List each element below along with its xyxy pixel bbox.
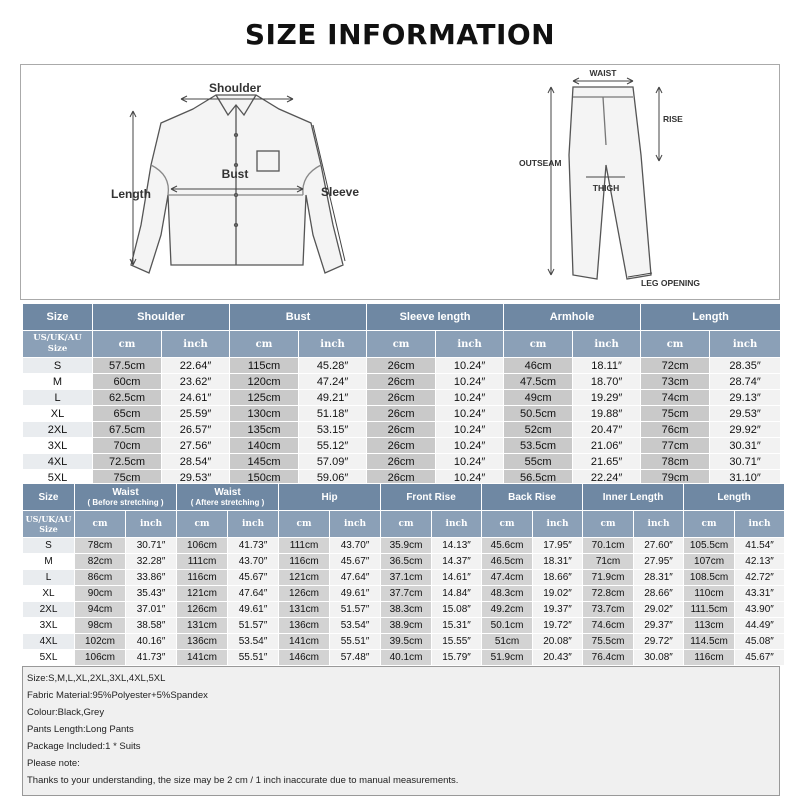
unit-cm: cm: [230, 331, 299, 358]
rise-label: RISE: [663, 114, 683, 124]
cm-value-cell: 72.8cm: [583, 586, 634, 602]
inch-value-cell: 21.06″: [573, 438, 641, 454]
table-row: [23, 454, 781, 470]
inch-value-cell: 43.90″: [735, 602, 785, 618]
inch-value-cell: 17.95″: [533, 538, 583, 554]
inch-value-cell: 20.08″: [533, 634, 583, 650]
cm-value-cell: 106cm: [177, 538, 228, 554]
armhole-header: Armhole: [504, 304, 641, 331]
cm-value-cell: 46cm: [504, 358, 573, 374]
size-subheader: US/UK/AU Size: [23, 331, 93, 358]
inch-value-cell: 45.67″: [228, 570, 279, 586]
cm-value-cell: 67.5cm: [93, 422, 162, 438]
cm-value-cell: 26cm: [367, 438, 436, 454]
cm-value-cell: 75.5cm: [583, 634, 634, 650]
unit-inch: inch: [710, 331, 781, 358]
inch-value-cell: 10.24″: [436, 390, 504, 406]
cm-value-cell: 26cm: [367, 406, 436, 422]
unit-cm: cm: [504, 331, 573, 358]
cm-value-cell: 38.3cm: [381, 602, 432, 618]
cm-value-cell: 26cm: [367, 390, 436, 406]
cm-value-cell: 26cm: [367, 358, 436, 374]
cm-value-cell: 53.5cm: [504, 438, 573, 454]
inch-value-cell: 19.72″: [533, 618, 583, 634]
inch-value-cell: 10.24″: [436, 454, 504, 470]
unit-inch: inch: [436, 331, 504, 358]
cm-value-cell: 110cm: [684, 586, 735, 602]
table-row: [23, 570, 785, 586]
size-cell: S: [23, 538, 75, 554]
table-row: [23, 374, 781, 390]
inch-value-cell: 30.71″: [126, 538, 177, 554]
unit-cm: cm: [381, 511, 432, 538]
inch-value-cell: 41.73″: [126, 650, 177, 666]
unit-inch: inch: [299, 331, 367, 358]
bottom-table-body: [23, 538, 785, 666]
cm-value-cell: 62.5cm: [93, 390, 162, 406]
inch-value-cell: 10.24″: [436, 406, 504, 422]
cm-value-cell: 70.1cm: [583, 538, 634, 554]
inch-value-cell: 20.43″: [533, 650, 583, 666]
table-row: [23, 586, 785, 602]
cm-value-cell: 47.4cm: [482, 570, 533, 586]
inch-value-cell: 35.43″: [126, 586, 177, 602]
cm-value-cell: 56.5cm: [504, 470, 573, 486]
table-row: [23, 390, 781, 406]
inch-value-cell: 14.61″: [432, 570, 482, 586]
cm-value-cell: 98cm: [75, 618, 126, 634]
cm-value-cell: 150cm: [230, 470, 299, 486]
inch-value-cell: 23.62″: [162, 374, 230, 390]
cm-value-cell: 49cm: [504, 390, 573, 406]
cm-value-cell: 36.5cm: [381, 554, 432, 570]
inch-value-cell: 27.95″: [634, 554, 684, 570]
inch-value-cell: 30.08″: [634, 650, 684, 666]
inch-value-cell: 43.70″: [330, 538, 381, 554]
cm-value-cell: 35.9cm: [381, 538, 432, 554]
inch-value-cell: 45.28″: [299, 358, 367, 374]
cm-value-cell: 116cm: [279, 554, 330, 570]
cm-value-cell: 105.5cm: [684, 538, 735, 554]
cm-value-cell: 116cm: [177, 570, 228, 586]
inch-value-cell: 14.13″: [432, 538, 482, 554]
hip-header: Hip: [279, 484, 381, 511]
waist-after-header: [177, 484, 279, 511]
cm-value-cell: 136cm: [177, 634, 228, 650]
unit-inch: inch: [228, 511, 279, 538]
inch-value-cell: 10.24″: [436, 374, 504, 390]
inch-value-cell: 29.92″: [710, 422, 781, 438]
leg-opening-label: LEG OPENING: [641, 278, 701, 288]
unit-cm: cm: [367, 331, 436, 358]
cm-value-cell: 106cm: [75, 650, 126, 666]
size-cell: 3XL: [23, 438, 93, 454]
size-cell: 4XL: [23, 454, 93, 470]
size-cell: 5XL: [23, 470, 93, 486]
size-subheader: US/UK/AU Size: [23, 511, 75, 538]
inch-value-cell: 51.57″: [330, 602, 381, 618]
cm-value-cell: 126cm: [177, 602, 228, 618]
bust-label: Bust: [221, 167, 249, 181]
cm-value-cell: 37.7cm: [381, 586, 432, 602]
cm-value-cell: 107cm: [684, 554, 735, 570]
cm-value-cell: 126cm: [279, 586, 330, 602]
cm-value-cell: 120cm: [230, 374, 299, 390]
bottom-size-table: [22, 483, 785, 666]
cm-value-cell: 74.6cm: [583, 618, 634, 634]
cm-value-cell: 131cm: [177, 618, 228, 634]
cm-value-cell: 51cm: [482, 634, 533, 650]
cm-value-cell: 50.5cm: [504, 406, 573, 422]
inch-value-cell: 29.53″: [162, 470, 230, 486]
table-row: [23, 358, 781, 374]
cm-value-cell: 71.9cm: [583, 570, 634, 586]
inch-value-cell: 18.31″: [533, 554, 583, 570]
inch-value-cell: 10.24″: [436, 470, 504, 486]
note-line: Pants Length:Long Pants: [27, 724, 134, 735]
shoulder-label: Shoulder: [208, 81, 262, 95]
cm-value-cell: 102cm: [75, 634, 126, 650]
size-cell: XL: [23, 406, 93, 422]
inch-value-cell: 15.08″: [432, 602, 482, 618]
cm-value-cell: 45.6cm: [482, 538, 533, 554]
waist-after-note: ( Aftere stretching ): [190, 497, 265, 507]
inch-value-cell: 15.79″: [432, 650, 482, 666]
inch-value-cell: 42.72″: [735, 570, 785, 586]
inch-value-cell: 31.10″: [710, 470, 781, 486]
unit-cm: cm: [482, 511, 533, 538]
cm-value-cell: 130cm: [230, 406, 299, 422]
inch-value-cell: 47.24″: [299, 374, 367, 390]
cm-value-cell: 115cm: [230, 358, 299, 374]
size-cell: XL: [23, 586, 75, 602]
inch-value-cell: 30.31″: [710, 438, 781, 454]
cm-value-cell: 51.9cm: [482, 650, 533, 666]
unit-cm: cm: [583, 511, 634, 538]
size-cell: M: [23, 554, 75, 570]
cm-value-cell: 121cm: [279, 570, 330, 586]
inch-value-cell: 28.74″: [710, 374, 781, 390]
cm-value-cell: 94cm: [75, 602, 126, 618]
unit-cm: cm: [279, 511, 330, 538]
inch-value-cell: 38.58″: [126, 618, 177, 634]
sleeve-label: Sleeve: [321, 185, 360, 199]
inch-value-cell: 10.24″: [436, 438, 504, 454]
table-row: [23, 634, 785, 650]
inch-value-cell: 19.37″: [533, 602, 583, 618]
inch-value-cell: 19.29″: [573, 390, 641, 406]
inch-value-cell: 10.24″: [436, 422, 504, 438]
outseam-label: OUTSEAM: [519, 158, 562, 168]
inch-value-cell: 28.54″: [162, 454, 230, 470]
note-line: Please note:: [27, 758, 80, 769]
inch-value-cell: 49.61″: [330, 586, 381, 602]
table-row: [23, 538, 785, 554]
inch-value-cell: 27.60″: [634, 538, 684, 554]
size-cell: 2XL: [23, 422, 93, 438]
inch-value-cell: 45.08″: [735, 634, 785, 650]
size-cell: 5XL: [23, 650, 75, 666]
table-row: [23, 438, 781, 454]
size-cell: M: [23, 374, 93, 390]
cm-value-cell: 76cm: [641, 422, 710, 438]
cm-value-cell: 37.1cm: [381, 570, 432, 586]
front-rise-header: Front Rise: [381, 484, 482, 511]
inch-value-cell: 20.47″: [573, 422, 641, 438]
inch-value-cell: 28.31″: [634, 570, 684, 586]
table-row: [23, 554, 785, 570]
inch-value-cell: 53.54″: [228, 634, 279, 650]
inch-value-cell: 57.48″: [330, 650, 381, 666]
inch-value-cell: 30.71″: [710, 454, 781, 470]
unit-cm: cm: [75, 511, 126, 538]
cm-value-cell: 52cm: [504, 422, 573, 438]
product-notes: [22, 666, 780, 796]
cm-value-cell: 49.2cm: [482, 602, 533, 618]
inch-value-cell: 10.24″: [436, 358, 504, 374]
inch-value-cell: 45.67″: [735, 650, 785, 666]
size-cell: 3XL: [23, 618, 75, 634]
size-cell: L: [23, 390, 93, 406]
inch-value-cell: 29.13″: [710, 390, 781, 406]
inch-value-cell: 49.21″: [299, 390, 367, 406]
cm-value-cell: 136cm: [279, 618, 330, 634]
note-line: Thanks to your understanding, the size may be 2 cm / 1 inch inaccurate due to manual measurements.: [27, 775, 459, 786]
inch-value-cell: 53.54″: [330, 618, 381, 634]
waist-before-note: ( Before stretching ): [87, 497, 164, 507]
unit-inch: inch: [573, 331, 641, 358]
garment-diagram: [21, 65, 781, 301]
unit-inch: inch: [735, 511, 785, 538]
cm-value-cell: 116cm: [684, 650, 735, 666]
unit-cm: cm: [177, 511, 228, 538]
inch-value-cell: 51.57″: [228, 618, 279, 634]
cm-value-cell: 26cm: [367, 470, 436, 486]
inch-value-cell: 49.61″: [228, 602, 279, 618]
unit-cm: cm: [93, 331, 162, 358]
inch-value-cell: 37.01″: [126, 602, 177, 618]
inch-value-cell: 41.54″: [735, 538, 785, 554]
inch-value-cell: 40.16″: [126, 634, 177, 650]
cm-value-cell: 73cm: [641, 374, 710, 390]
cm-value-cell: 77cm: [641, 438, 710, 454]
cm-value-cell: 26cm: [367, 374, 436, 390]
inch-value-cell: 22.64″: [162, 358, 230, 374]
inch-value-cell: 29.37″: [634, 618, 684, 634]
cm-value-cell: 79cm: [641, 470, 710, 486]
cm-value-cell: 141cm: [177, 650, 228, 666]
bust-header: Bust: [230, 304, 367, 331]
cm-value-cell: 111cm: [279, 538, 330, 554]
inch-value-cell: 14.37″: [432, 554, 482, 570]
cm-value-cell: 114.5cm: [684, 634, 735, 650]
cm-value-cell: 111.5cm: [684, 602, 735, 618]
cm-value-cell: 86cm: [75, 570, 126, 586]
inch-value-cell: 24.61″: [162, 390, 230, 406]
waist-before-title: Waist: [112, 486, 139, 498]
size-header: Size: [23, 484, 75, 511]
cm-value-cell: 78cm: [641, 454, 710, 470]
unit-inch: inch: [634, 511, 684, 538]
cm-value-cell: 50.1cm: [482, 618, 533, 634]
cm-value-cell: 76.4cm: [583, 650, 634, 666]
inch-value-cell: 53.15″: [299, 422, 367, 438]
inch-value-cell: 29.02″: [634, 602, 684, 618]
waist-label: WAIST: [589, 68, 617, 78]
inch-value-cell: 22.24″: [573, 470, 641, 486]
cm-value-cell: 82cm: [75, 554, 126, 570]
size-cell: L: [23, 570, 75, 586]
cm-value-cell: 72.5cm: [93, 454, 162, 470]
cm-value-cell: 125cm: [230, 390, 299, 406]
cm-value-cell: 26cm: [367, 454, 436, 470]
inch-value-cell: 55.12″: [299, 438, 367, 454]
cm-value-cell: 113cm: [684, 618, 735, 634]
cm-value-cell: 146cm: [279, 650, 330, 666]
cm-value-cell: 60cm: [93, 374, 162, 390]
inner-length-header: Inner Length: [583, 484, 684, 511]
cm-value-cell: 121cm: [177, 586, 228, 602]
unit-cm: cm: [684, 511, 735, 538]
cm-value-cell: 111cm: [177, 554, 228, 570]
cm-value-cell: 38.9cm: [381, 618, 432, 634]
cm-value-cell: 75cm: [641, 406, 710, 422]
inch-value-cell: 19.02″: [533, 586, 583, 602]
cm-value-cell: 135cm: [230, 422, 299, 438]
pants-length-header: Length: [684, 484, 785, 511]
cm-value-cell: 108.5cm: [684, 570, 735, 586]
inch-value-cell: 43.70″: [228, 554, 279, 570]
cm-value-cell: 72cm: [641, 358, 710, 374]
unit-inch: inch: [432, 511, 482, 538]
inch-value-cell: 44.49″: [735, 618, 785, 634]
inch-value-cell: 25.59″: [162, 406, 230, 422]
inch-value-cell: 55.51″: [228, 650, 279, 666]
size-diagram-panel: [20, 64, 780, 300]
cm-value-cell: 73.7cm: [583, 602, 634, 618]
cm-value-cell: 57.5cm: [93, 358, 162, 374]
cm-value-cell: 141cm: [279, 634, 330, 650]
unit-inch: inch: [330, 511, 381, 538]
inch-value-cell: 32.28″: [126, 554, 177, 570]
shirt-illustration: [131, 95, 343, 273]
inch-value-cell: 21.65″: [573, 454, 641, 470]
inch-value-cell: 51.18″: [299, 406, 367, 422]
inch-value-cell: 18.66″: [533, 570, 583, 586]
inch-value-cell: 14.84″: [432, 586, 482, 602]
cm-value-cell: 131cm: [279, 602, 330, 618]
inch-value-cell: 28.35″: [710, 358, 781, 374]
unit-cm: cm: [641, 331, 710, 358]
inch-value-cell: 18.70″: [573, 374, 641, 390]
top-table-body: [23, 358, 781, 486]
size-cell: 4XL: [23, 634, 75, 650]
back-rise-header: Back Rise: [482, 484, 583, 511]
cm-value-cell: 71cm: [583, 554, 634, 570]
size-header: Size: [23, 304, 93, 331]
cm-value-cell: 65cm: [93, 406, 162, 422]
inch-value-cell: 15.55″: [432, 634, 482, 650]
inch-value-cell: 47.64″: [228, 586, 279, 602]
cm-value-cell: 70cm: [93, 438, 162, 454]
inch-value-cell: 42.13″: [735, 554, 785, 570]
length-label: Length: [111, 187, 151, 201]
table-row: [23, 422, 781, 438]
inch-value-cell: 41.73″: [228, 538, 279, 554]
thigh-label: THIGH: [592, 183, 620, 193]
shoulder-header: Shoulder: [93, 304, 230, 331]
inch-value-cell: 26.57″: [162, 422, 230, 438]
inch-value-cell: 59.06″: [299, 470, 367, 486]
inch-value-cell: 45.67″: [330, 554, 381, 570]
inch-value-cell: 33.86″: [126, 570, 177, 586]
cm-value-cell: 78cm: [75, 538, 126, 554]
inch-value-cell: 29.72″: [634, 634, 684, 650]
page-title: SIZE INFORMATION: [244, 18, 556, 51]
cm-value-cell: 40.1cm: [381, 650, 432, 666]
size-cell: S: [23, 358, 93, 374]
cm-value-cell: 39.5cm: [381, 634, 432, 650]
inch-value-cell: 29.53″: [710, 406, 781, 422]
inch-value-cell: 57.09″: [299, 454, 367, 470]
cm-value-cell: 55cm: [504, 454, 573, 470]
note-line: Colour:Black,Grey: [27, 707, 105, 718]
waist-before-header: [75, 484, 177, 511]
unit-inch: inch: [162, 331, 230, 358]
inch-value-cell: 19.88″: [573, 406, 641, 422]
length-header: Length: [641, 304, 781, 331]
cm-value-cell: 46.5cm: [482, 554, 533, 570]
table-row: [23, 406, 781, 422]
note-line: Package Included:1 * Suits: [27, 741, 141, 752]
note-line: Fabric Material:95%Polyester+5%Spandex: [27, 690, 208, 701]
cm-value-cell: 75cm: [93, 470, 162, 486]
inch-value-cell: 15.31″: [432, 618, 482, 634]
cm-value-cell: 145cm: [230, 454, 299, 470]
cm-value-cell: 74cm: [641, 390, 710, 406]
table-row: [23, 602, 785, 618]
cm-value-cell: 140cm: [230, 438, 299, 454]
cm-value-cell: 48.3cm: [482, 586, 533, 602]
inch-value-cell: 43.31″: [735, 586, 785, 602]
table-row: [23, 618, 785, 634]
cm-value-cell: 90cm: [75, 586, 126, 602]
inch-value-cell: 18.11″: [573, 358, 641, 374]
cm-value-cell: 47.5cm: [504, 374, 573, 390]
unit-inch: inch: [533, 511, 583, 538]
size-cell: 2XL: [23, 602, 75, 618]
inch-value-cell: 28.66″: [634, 586, 684, 602]
note-line: Size:S,M,L,XL,2XL,3XL,4XL,5XL: [27, 673, 166, 684]
inch-value-cell: 55.51″: [330, 634, 381, 650]
inch-value-cell: 27.56″: [162, 438, 230, 454]
table-row: [23, 650, 785, 666]
sleeve-length-header: Sleeve length: [367, 304, 504, 331]
top-size-table: [22, 303, 781, 486]
inch-value-cell: 47.64″: [330, 570, 381, 586]
cm-value-cell: 26cm: [367, 422, 436, 438]
waist-after-title: Waist: [214, 486, 241, 498]
unit-inch: inch: [126, 511, 177, 538]
